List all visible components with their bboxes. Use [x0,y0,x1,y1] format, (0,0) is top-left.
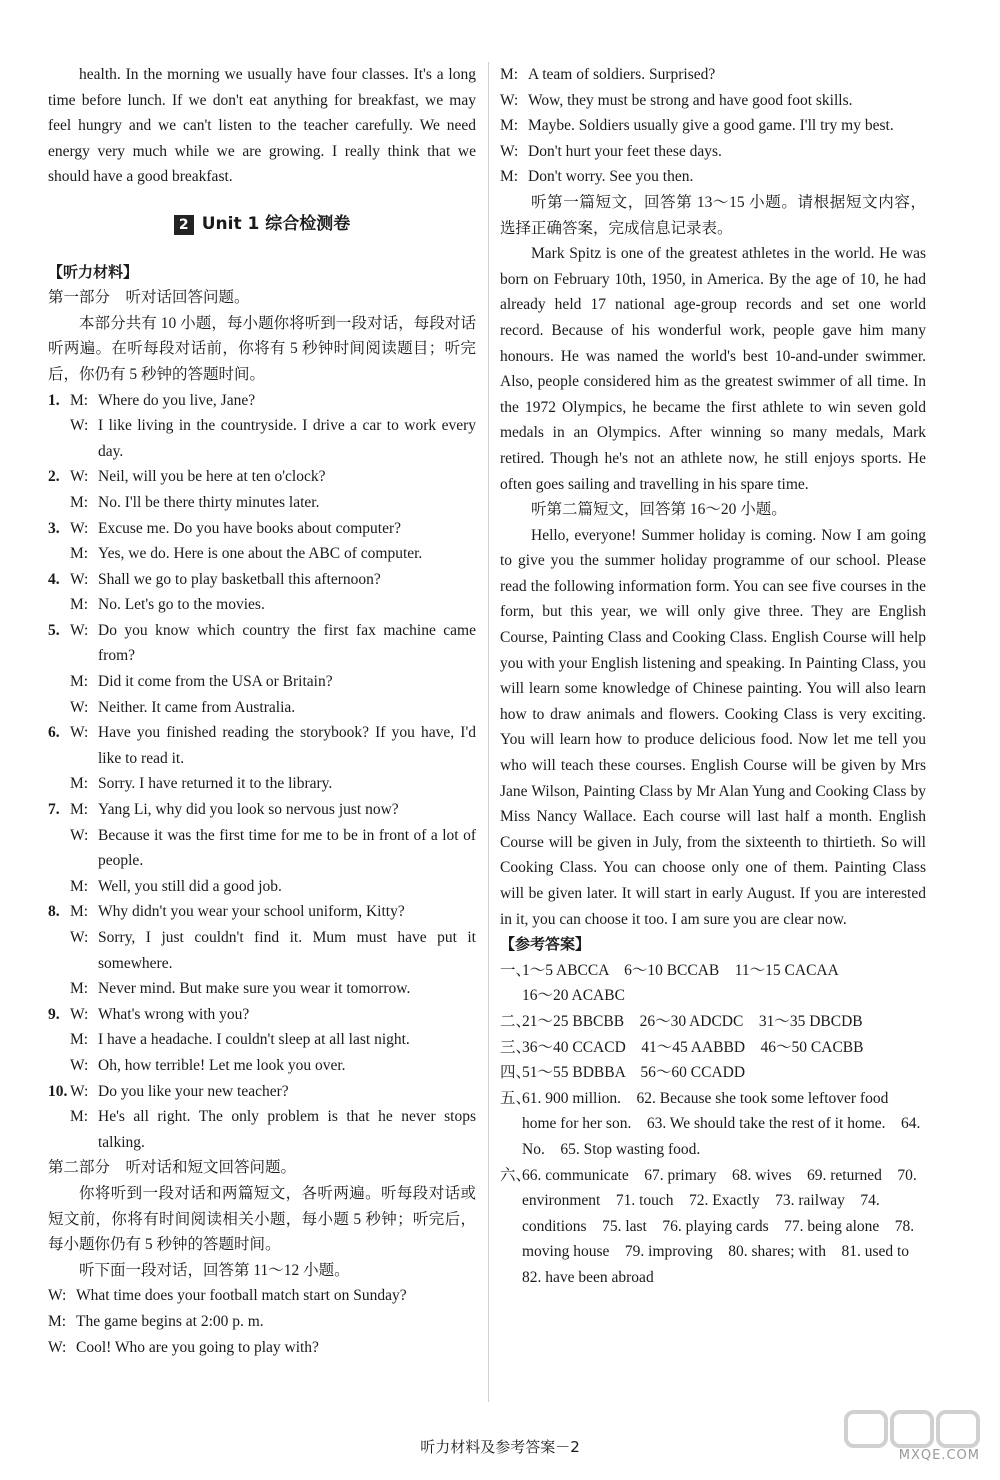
conversation-right [500,62,926,190]
dialogue-text: Where do you live, Jane? [98,391,256,409]
part1-description: 本部分共有 10 小题，每小题你将听到一段对话，每段对话听两遍。在听每段对话前，你将有 5 秒钟时间阅读题目；听完后，你仍有 5 秒钟的答题时间。 [48,314,476,383]
answer-text: 66. communicate 67. primary 68. wives 69. returned 70. environment 71. touch 72. Exactly 73. railway 74. conditions 75. last 76. playing cards 77. being alone 78. moving house 79. improving 80. shares; with 81. used to 82. have been abroad [522,1166,925,1286]
speaker-label: W: [70,468,89,486]
speaker-label: W: [70,621,89,639]
dialogue-text: Do you like your new teacher? [98,1082,289,1100]
dialogue-item [48,567,476,593]
dialogue-line [48,976,476,1002]
dialogue-line [500,113,926,139]
dialogue-text: Neil, will you be here at ten o'clock? [98,468,326,486]
answer-row [500,1086,926,1163]
speaker-label: W: [70,570,89,588]
answers-label: 【参考答案】 [500,935,591,954]
dialogue-item [48,1079,476,1105]
passage1-intro: 听第一篇短文，回答第 13～15 小题。请根据短文内容，选择正确答案，完成信息记录表。 [500,193,926,237]
dialogue-text: Sorry, I just couldn't find it. Mum must have put it somewhere. [98,929,476,972]
dialogue-text: Did it come from the USA or Britain? [98,673,333,691]
dialogue-text: Cool! Who are you going to play with? [76,1338,319,1356]
question-number: 1. [48,391,60,409]
answer-section-number: 三、 [500,1038,532,1056]
column-divider [488,62,489,1402]
question-number: 4. [48,570,60,588]
speaker-label: M: [70,391,89,409]
dialogue-text: Neither. It came from Australia. [98,698,296,716]
dialogue-item [48,797,476,823]
dialogue-text: Maybe. Soldiers usually give a good game. I'll try my best. [528,117,894,135]
answer-section-number: 二、 [500,1012,532,1030]
passage2-text: Hello, everyone! Summer holiday is coming. Now I am going to give you the summer holiday programme of our school. Please read the following information form. You can see five courses in the form, but this year, we will only give three. They are English Course, Painting Class and Cooking Class. English Course will help you with your English listening and speaking. In Painting Class, you will learn some knowledge of Chinese painting. You will also learn how to draw animals and flowers. Cooking Class is very exciting. You will learn how to produce delicious food. Now let me tell you who will teach these courses. English Course will be given by Mrs Jane Wilson, Painting Class by Mr Alan Yung and Cooking Class by Miss Nancy Wallace. Each course will last half a month. English Course will be given in July, from the sixteenth to thirtieth. So will Cooking Class. You can choose only one of them. Painting Class will be given later. It will start in early August. If you are interested in it, you can choose it too. I am sure you are clear now. [500,526,926,928]
speaker-label: M: [70,903,89,921]
dialogue-item [48,618,476,669]
dialogue-line [48,413,476,464]
speaker-label: M: [70,673,89,691]
dialogue-line [48,823,476,874]
speaker-label: M: [500,117,519,135]
dialogue-item [48,899,476,925]
dialogue-line [48,1335,476,1361]
dialogue-line [500,62,926,88]
speaker-label: W: [70,698,89,716]
answer-text: 16～20 ACABC [522,987,625,1005]
part2-subheading: 听下面一段对话，回答第 11～12 小题。 [79,1261,350,1279]
answer-text: 21～25 BBCBB 26～30 ADCDC 31～35 DBCDB [522,1012,863,1030]
dialogue-line [48,1027,476,1053]
answer-list [500,958,926,1291]
speaker-label: M: [70,493,89,511]
answer-text: 61. 900 million. 62. Because she took some leftover food home for her son. 63. We should take the rest of it home. 64. No. 65. Stop wasting food. [522,1089,921,1158]
dialogue-item [48,720,476,771]
speaker-label: W: [70,1056,89,1074]
dialogue-line [48,1309,476,1335]
dialogue-line [48,541,476,567]
speaker-label: M: [70,1108,89,1126]
speaker-label: M: [70,596,89,614]
watermark-logo [842,1408,982,1474]
unit-heading [48,212,476,238]
dialogue-line [48,669,476,695]
question-number: 7. [48,801,60,819]
conversation-left [48,1283,476,1360]
dialogue-text: Well, you still did a good job. [98,877,282,895]
answer-row [500,983,926,1009]
dialogue-line [500,88,926,114]
question-number: 6. [48,724,60,742]
unit-number-badge: 2 [174,215,194,235]
dialogue-item [48,516,476,542]
question-number: 10. [48,1082,68,1100]
dialogue-text: Never mind. But make sure you wear it tomorrow. [98,980,411,998]
dialogue-line [48,490,476,516]
dialogue-text: Shall we go to play basketball this afternoon? [98,570,381,588]
dialogue-text: Wow, they must be strong and have good foot skills. [528,91,853,109]
dialogue-text: I like living in the countryside. I drive a car to work every day. [98,417,476,460]
speaker-label: M: [48,1312,67,1330]
answer-row [500,1163,926,1291]
answer-text: 36～40 CCACD 41～45 AABBD 46～50 CACBB [522,1038,864,1056]
dialogue-text: Don't worry. See you then. [528,168,694,186]
answer-row [500,958,926,984]
dialogue-text: What's wrong with you? [98,1005,250,1023]
speaker-label: W: [70,417,89,435]
dialogue-text: Excuse me. Do you have books about computer? [98,519,402,537]
dialogue-text: Oh, how terrible! Let me look you over. [98,1056,346,1074]
answer-row [500,1009,926,1035]
speaker-label: M: [70,980,89,998]
question-number: 5. [48,621,60,639]
dialogue-text: What time does your football match start on Sunday? [76,1287,407,1305]
question-number: 3. [48,519,60,537]
dialogue-line [48,1283,476,1309]
speaker-label: M: [70,877,89,895]
unit-title: Unit 1 综合检测卷 [201,213,351,234]
part2-title: 第二部分 听对话和短文回答问题。 [48,1159,297,1177]
dialogue-text: Do you know which country the first fax machine came from? [98,621,476,665]
dialogue-line [48,925,476,976]
answer-row [500,1035,926,1061]
speaker-label: M: [500,168,519,186]
dialogue-text: Yang Li, why did you look so nervous just now? [98,801,399,819]
dialogue-item [48,464,476,490]
dialogue-text: The game begins at 2:00 p. m. [76,1312,264,1330]
part2-description: 你将听到一段对话和两篇短文，各听两遍。听每段对话或短文前，你将有时间阅读相关小题，每小题 5 秒钟；听完后，每小题你仍有 5 秒钟的答题时间。 [48,1184,476,1254]
listening-label: 【听力材料】 [48,262,139,281]
dialogue-line [48,1104,476,1155]
speaker-label: M: [70,775,89,793]
question-number: 2. [48,468,60,486]
dialogue-list [48,388,476,1156]
answer-section-number: 六、 [500,1166,532,1184]
dialogue-line [48,771,476,797]
answer-section-number: 四、 [500,1064,532,1082]
answer-section-number: 一、 [500,961,532,979]
answer-section-number: 五、 [500,1089,532,1107]
passage1-text: Mark Spitz is one of the greatest athletes in the world. He was born on February 10th, 1950, in America. By the age of 10, he had already held 17 national age-group records and set one world record. Because of his wonderful work, people gave him many honours. He was named the world's best 10-and-under swimmer. Also, people considered him as the greatest swimmer of all time. In the 1972 Olympics, he became the first athlete to win seven gold medals in an Olympics. After winning so many medals, Mark retired. Though he's not an athlete now, he still enjoys sports. He often goes sailing and travelling in his spare time. [500,245,926,493]
answer-text: 51～55 BDBBA 56～60 CCADD [522,1064,746,1082]
part1-title: 第一部分 听对话回答问题。 [48,289,250,307]
dialogue-line [48,695,476,721]
speaker-label: W: [70,519,89,537]
speaker-label: W: [500,142,519,160]
dialogue-text: A team of soldiers. Surprised? [528,66,716,83]
intro-paragraph: health. In the morning we usually have four classes. It's a long time before lunch. If we don't eat anything for breakfast, we may feel hungry and we can't listen to the teacher carefully. We need energy very much while we are growing. I really think that we should have a good breakfast. [48,66,476,186]
dialogue-text: No. I'll be there thirty minutes later. [98,493,320,511]
right-column [500,62,926,1291]
dialogue-item [48,388,476,414]
speaker-label: W: [70,929,89,946]
speaker-label: M: [70,545,89,563]
dialogue-text: Don't hurt your feet these days. [528,142,722,160]
dialogue-text: No. Let's go to the movies. [98,596,265,614]
dialogue-text: Sorry. I have returned it to the library. [98,775,333,793]
left-column [48,62,476,1360]
answer-row [500,1060,926,1086]
dialogue-text: I have a headache. I couldn't sleep at all last night. [98,1031,410,1049]
speaker-label: W: [70,1005,89,1023]
dialogue-text: Have you finished reading the storybook? If you have, I'd like to read it. [98,724,476,767]
watermark-text: MXQE.COM [898,1448,980,1463]
speaker-label: M: [70,1031,89,1049]
speaker-label: W: [70,826,89,844]
dialogue-text: Why didn't you wear your school uniform, Kitty? [98,903,405,921]
passage2-intro: 听第二篇短文，回答第 16～20 小题。 [531,501,787,519]
dialogue-text: Because it was the first time for me to be in front of a lot of people. [98,826,476,870]
dialogue-line [500,139,926,165]
dialogue-item [48,1002,476,1028]
speaker-label: W: [48,1338,67,1356]
question-number: 8. [48,903,60,921]
speaker-label: W: [500,91,519,109]
dialogue-line [48,874,476,900]
dialogue-line [500,164,926,190]
question-number: 9. [48,1005,60,1023]
speaker-label: M: [500,66,519,83]
dialogue-text: He's all right. The only problem is that he never stops talking. [98,1108,476,1151]
answer-text: 1～5 ABCCA 6～10 BCCAB 11～15 CACAA [522,961,839,979]
dialogue-text: Yes, we do. Here is one about the ABC of computer. [98,545,423,563]
speaker-label: W: [48,1287,67,1305]
page-footer: 听力材料及参考答案－2 [420,1438,580,1456]
speaker-label: W: [70,724,89,742]
speaker-label: M: [70,801,89,819]
dialogue-line [48,1053,476,1079]
speaker-label: W: [70,1082,89,1100]
dialogue-line [48,592,476,618]
